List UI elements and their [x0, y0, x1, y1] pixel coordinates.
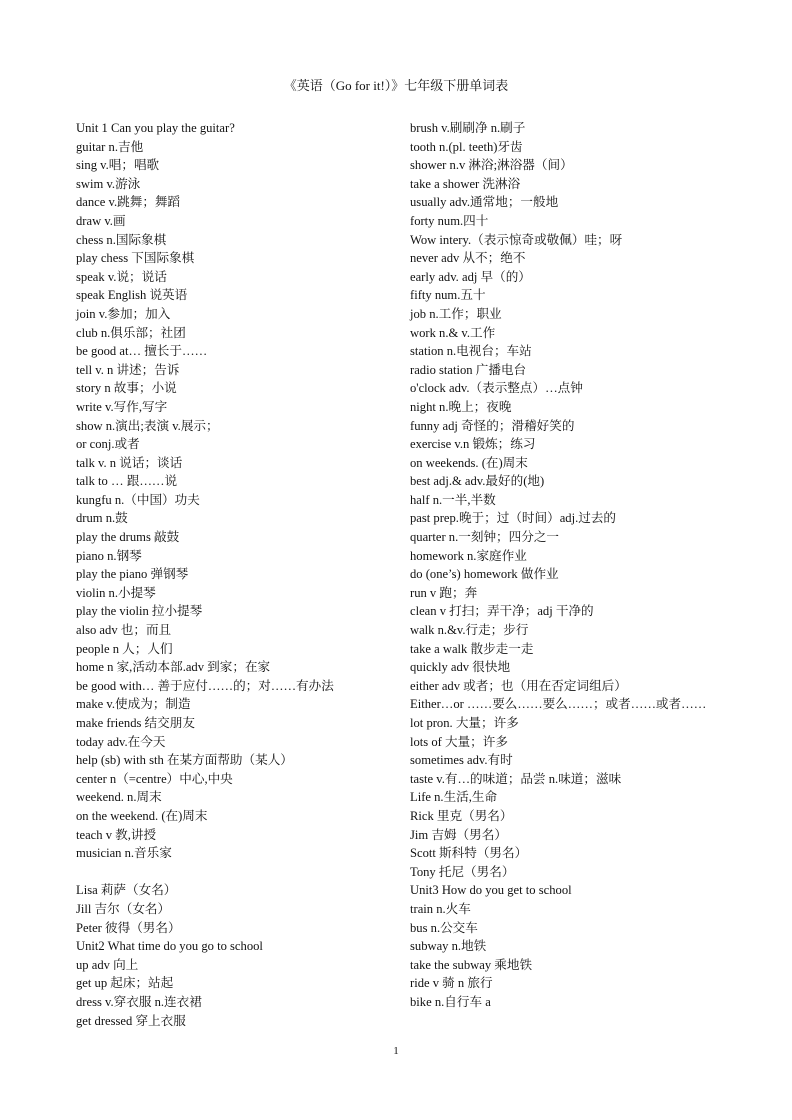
- word-entry: club n.俱乐部；社团: [76, 325, 186, 340]
- word-entry: bike n.自行车 a: [410, 994, 491, 1009]
- word-entry: Scott 斯科特（男名）: [410, 846, 528, 861]
- word-entry: lots of 大量；许多: [410, 734, 508, 749]
- word-entry: early adv. adj 早（的）: [410, 269, 531, 284]
- word-entry: take a shower 洗淋浴: [410, 176, 521, 191]
- word-entry: center n（=centre）中心,中央: [76, 771, 233, 786]
- word-entry: draw v.画: [76, 213, 126, 228]
- word-entry: write v.写作,写字: [76, 399, 168, 414]
- word-entry: sometimes adv.有时: [410, 753, 513, 768]
- word-entry: play the drums 敲鼓: [76, 530, 180, 545]
- word-entry: chess n.国际象棋: [76, 232, 167, 247]
- word-entry: be good with… 善于应付……的；对……有办法: [76, 678, 334, 693]
- word-entry: Tony 托尼（男名）: [410, 864, 515, 879]
- word-entry: usually adv.通常地；一般地: [410, 195, 559, 210]
- word-entry: or conj.或者: [76, 437, 140, 452]
- word-entry: home n 家,活动本部.adv 到家；在家: [76, 660, 271, 675]
- word-entry: kungfu n.（中国）功夫: [76, 492, 200, 507]
- word-entry: shower n.v 淋浴;淋浴器（间）: [410, 158, 573, 173]
- word-entry: swim v.游泳: [76, 176, 141, 191]
- word-entry: piano n.钢琴: [76, 548, 142, 563]
- word-entry: o'clock adv.（表示整点）…点钟: [410, 381, 583, 396]
- word-entry: on weekends. (在)周末: [410, 455, 528, 470]
- word-entry: station n.电视台；车站: [410, 344, 532, 359]
- page-number: 1: [393, 1045, 399, 1057]
- word-entry: train n.火车: [410, 901, 471, 916]
- word-entry: also adv 也；而且: [76, 623, 172, 638]
- word-entry: funny adj 奇怪的；滑稽好笑的: [410, 418, 575, 433]
- word-entry: get dressed 穿上衣服: [76, 1013, 186, 1028]
- word-entry: work n.& v.工作: [410, 325, 496, 340]
- word-entry: quickly adv 很快地: [410, 660, 511, 675]
- word-entry: on the weekend. (在)周末: [76, 808, 208, 823]
- word-entry: speak English 说英语: [76, 288, 188, 303]
- word-entry: play chess 下国际象棋: [76, 251, 195, 266]
- word-entry: either adv 或者；也（用在否定词组后）: [410, 678, 627, 693]
- word-list-right-column: [410, 119, 722, 1012]
- word-entry: do (one’s) homework 做作业: [410, 567, 559, 582]
- word-entry: people n 人；人们: [76, 641, 173, 656]
- word-entry: make v.使成为；制造: [76, 697, 191, 712]
- word-entry: homework n.家庭作业: [410, 548, 527, 563]
- word-entry: forty num.四十: [410, 213, 489, 228]
- word-entry: job n.工作；职业: [410, 306, 502, 321]
- word-entry: subway n.地铁: [410, 939, 487, 954]
- word-list-left-column: [76, 119, 376, 1030]
- word-entry: today adv.在今天: [76, 734, 166, 749]
- word-entry: night n.晚上；夜晚: [410, 399, 512, 414]
- word-entry: take the subway 乘地铁: [410, 957, 533, 972]
- word-entry: Wow intery.（表示惊奇或敬佩）哇；呀: [410, 232, 623, 247]
- word-entry: Rick 里克（男名）: [410, 808, 513, 823]
- word-entry: make friends 结交朋友: [76, 716, 195, 730]
- word-entry: brush v.刷刷净 n.刷子: [410, 121, 526, 135]
- word-entry: never adv 从不；绝不: [410, 251, 526, 266]
- word-entry: talk v. n 说话；谈话: [76, 455, 183, 470]
- word-entry: Unit3 How do you get to school: [410, 883, 572, 898]
- word-entry: run v 跑；奔: [410, 585, 478, 600]
- word-entry: Jill 吉尔（女名）: [76, 901, 171, 916]
- word-entry: take a walk 散步走一走: [410, 641, 534, 656]
- word-entry: dance v.跳舞；舞蹈: [76, 195, 181, 210]
- word-entry: Unit 1 Can you play the guitar?: [76, 121, 235, 135]
- word-entry: sing v.唱；唱歌: [76, 158, 160, 173]
- word-entry: radio station 广播电台: [410, 362, 527, 377]
- word-entry: Life n.生活,生命: [410, 790, 498, 805]
- word-entry: up adv 向上: [76, 957, 139, 972]
- word-entry: get up 起床；站起: [76, 976, 174, 991]
- word-entry: talk to … 跟……说: [76, 474, 178, 489]
- word-entry: taste v.有…的味道；品尝 n.味道；滋味: [410, 771, 622, 786]
- word-entry: dress v.穿衣服 n.连衣裙: [76, 994, 202, 1009]
- word-entry: play the violin 拉小提琴: [76, 604, 203, 619]
- word-entry: help (sb) with sth 在某方面帮助（某人）: [76, 753, 293, 768]
- word-entry: join v.参加；加入: [76, 306, 171, 321]
- word-entry: story n 故事；小说: [76, 381, 177, 396]
- page-title: 《英语（Go for it!）》七年级下册单词表: [283, 78, 509, 93]
- word-entry: be good at… 擅长于……: [76, 344, 208, 359]
- word-entry: lot pron. 大量；许多: [410, 716, 519, 730]
- word-entry: violin n.小提琴: [76, 585, 156, 600]
- word-entry: past prep.晚于；过（时间）adj.过去的: [410, 511, 617, 526]
- word-entry: Peter 彼得（男名）: [76, 920, 181, 935]
- word-entry: clean v 打扫；弄干净；adj 干净的: [410, 604, 594, 619]
- word-entry: drum n.鼓: [76, 511, 128, 526]
- word-entry: fifty num.五十: [410, 288, 486, 303]
- word-entry: half n.一半,半数: [410, 492, 496, 507]
- word-entry: bus n.公交车: [410, 920, 478, 935]
- word-entry: tell v. n 讲述；告诉: [76, 362, 180, 377]
- blank-line: [76, 863, 376, 882]
- word-entry: Unit2 What time do you go to school: [76, 939, 263, 954]
- word-entry: tooth n.(pl. teeth)牙齿: [410, 139, 523, 154]
- word-entry: Jim 吉姆（男名）: [410, 827, 507, 842]
- word-entry: Either…or ……要么……要么……；或者……或者……: [410, 697, 707, 712]
- word-entry: walk n.&v.行走；步行: [410, 623, 529, 638]
- word-entry: Lisa 莉萨（女名）: [76, 883, 177, 898]
- word-entry: weekend. n.周末: [76, 790, 162, 805]
- word-entry: speak v.说；说话: [76, 269, 167, 284]
- word-entry: musician n.音乐家: [76, 846, 172, 861]
- word-entry: show n.演出;表演 v.展示；: [76, 418, 219, 433]
- word-entry: quarter n.一刻钟；四分之一: [410, 530, 560, 545]
- word-entry: ride v 骑 n 旅行: [410, 976, 493, 991]
- word-entry: guitar n.吉他: [76, 139, 144, 154]
- word-entry: play the piano 弹钢琴: [76, 567, 189, 582]
- word-entry: teach v 教,讲授: [76, 827, 157, 842]
- word-entry: best adj.& adv.最好的(地): [410, 474, 545, 489]
- word-entry: exercise v.n 锻炼；练习: [410, 437, 536, 452]
